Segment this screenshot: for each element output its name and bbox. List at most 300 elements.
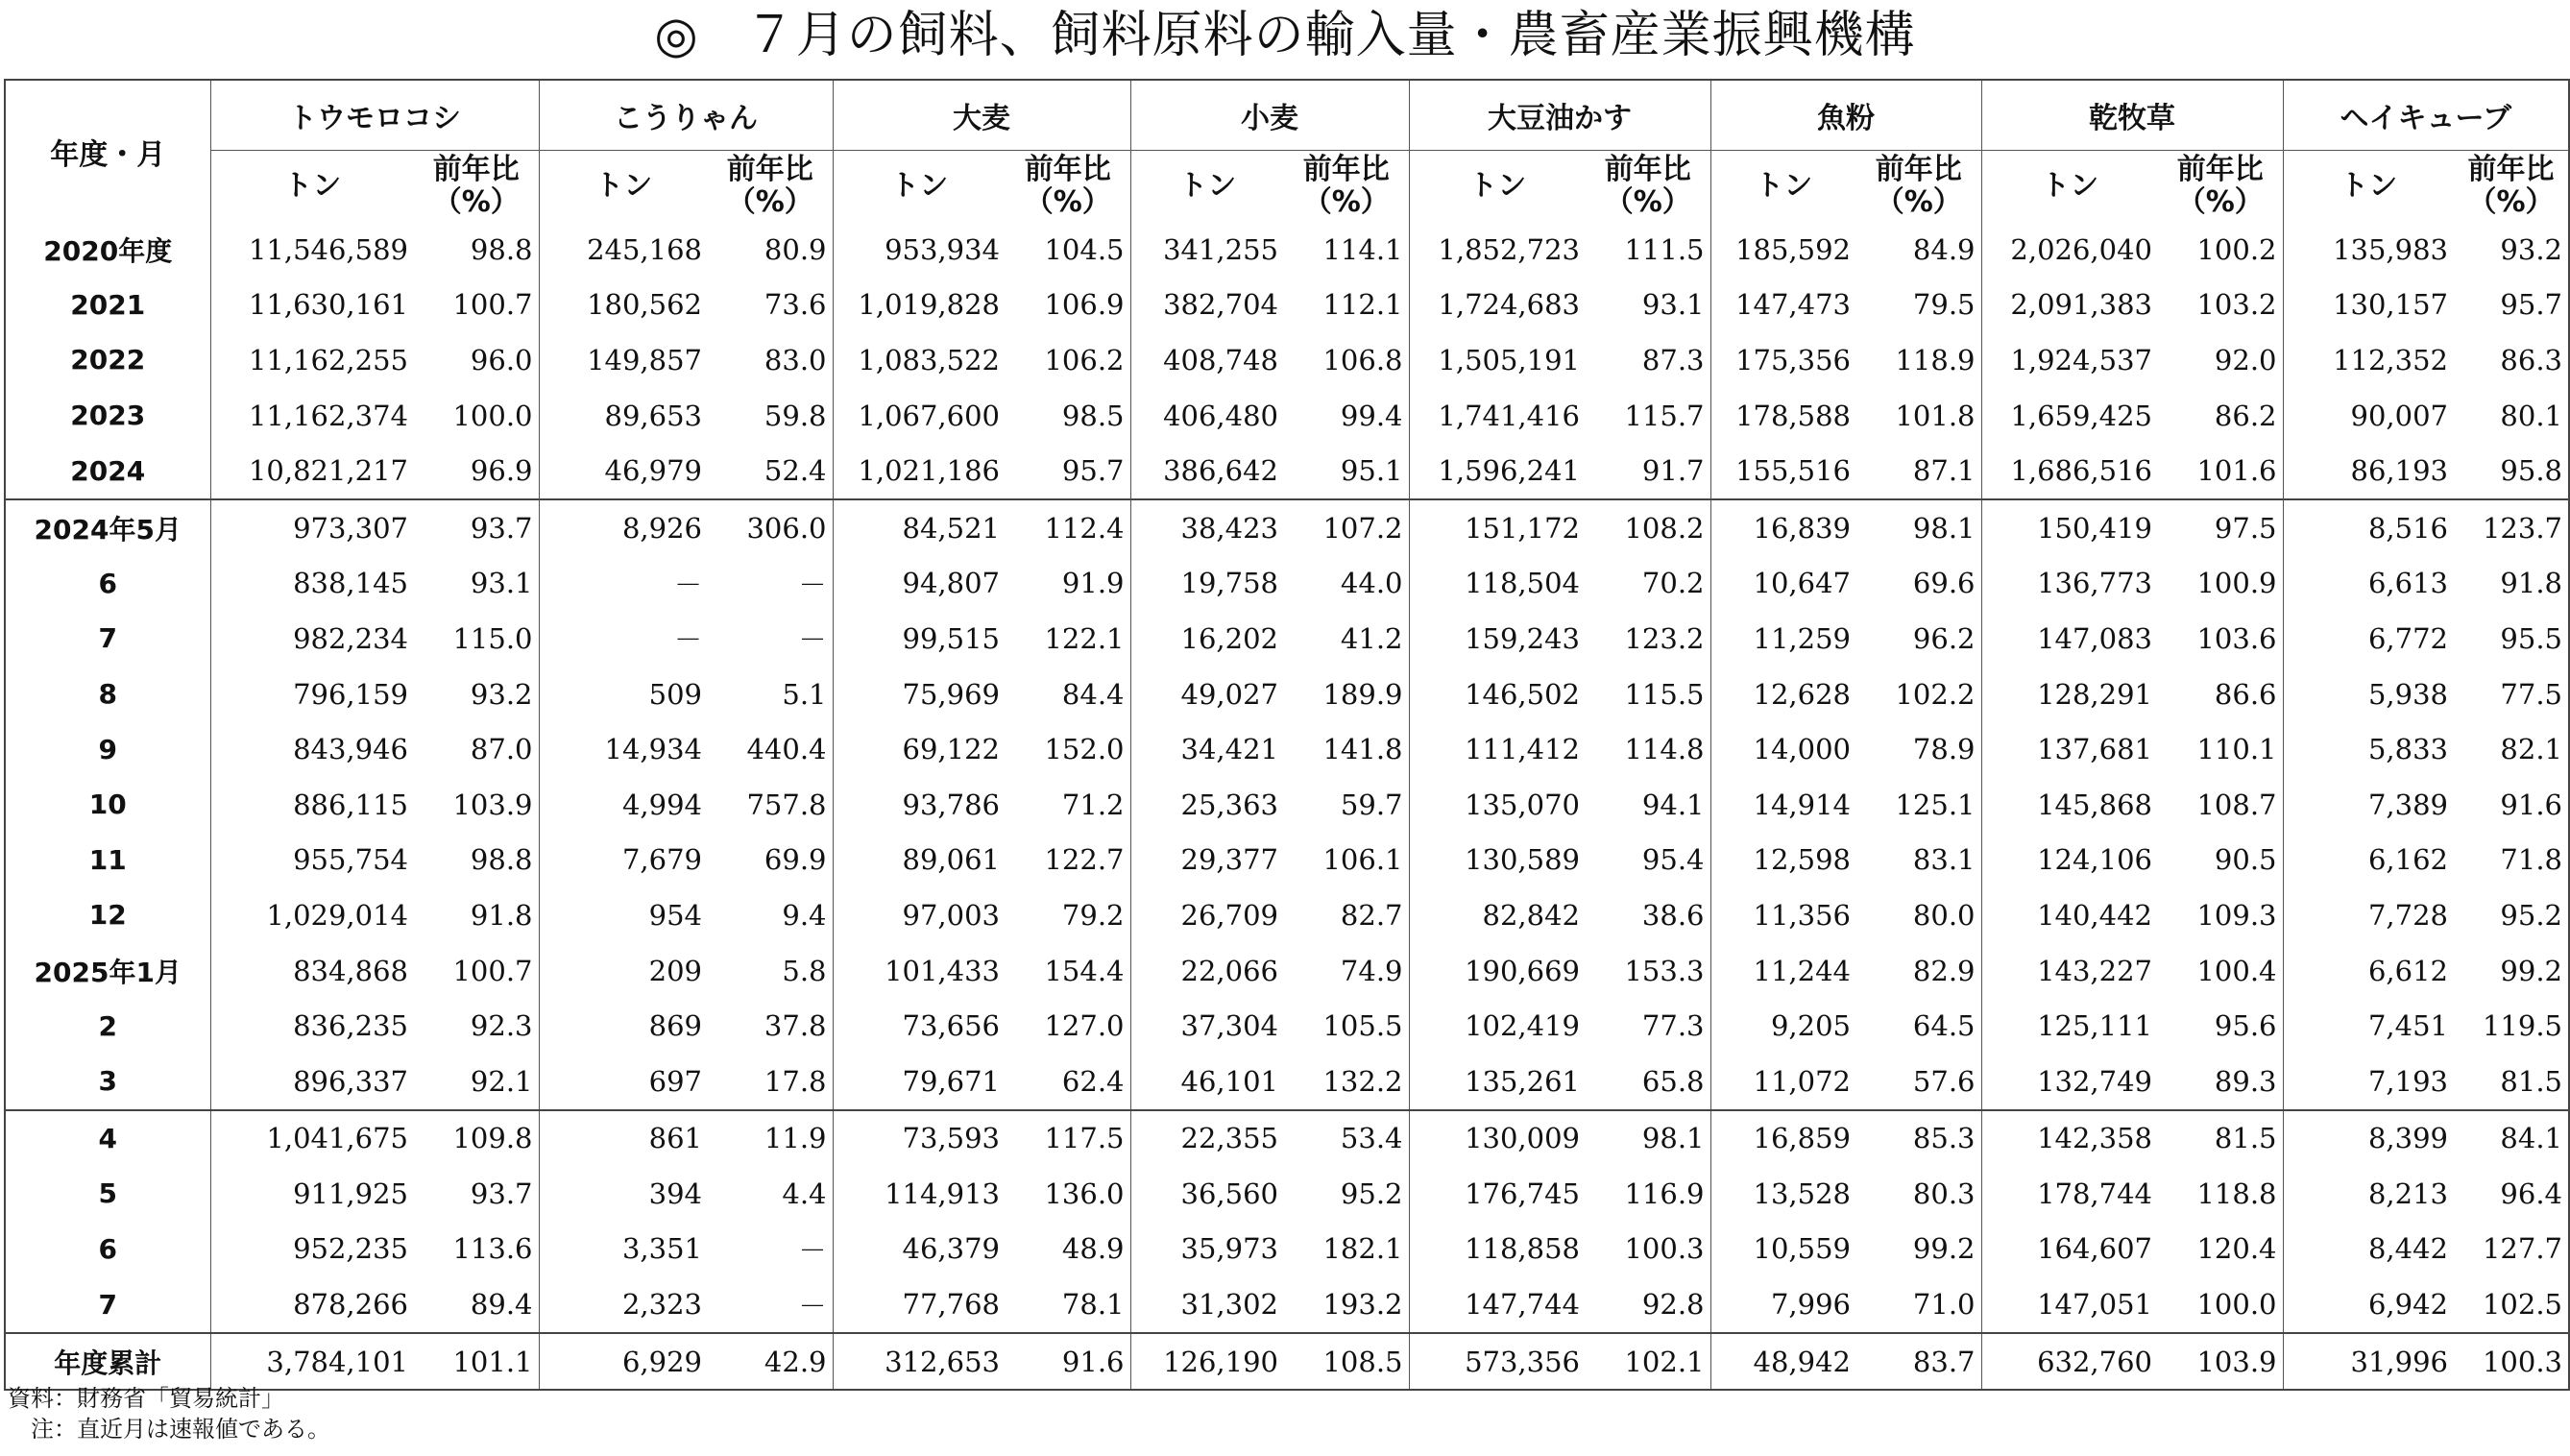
header-unit-ton: トン (594, 169, 653, 203)
ton-cell: 178,588 (1735, 399, 1851, 432)
ratio-cell: 114.1 (1284, 222, 1409, 278)
ton-cell: 896,337 (293, 1064, 408, 1098)
ton-cell: 697 (648, 1064, 702, 1098)
ratio-cell: 96.4 (2500, 1177, 2562, 1210)
ton-cell: 796,159 (293, 677, 408, 711)
ratio-cell: 98.5 (1006, 388, 1130, 444)
header-unit-ratio: 前年比 （%） (2158, 151, 2283, 223)
table-row (5, 1054, 2569, 1110)
ton-cell: 164,607 (2037, 1232, 2152, 1266)
ratio-cell: 37.8 (708, 998, 833, 1054)
row-label: 12 (5, 887, 210, 943)
ton-cell: 82,842 (1482, 898, 1580, 932)
ton-cell: 1,724,683 (1438, 288, 1580, 322)
ton-cell: 185,592 (1735, 232, 1851, 266)
ton-cell: 79,671 (902, 1064, 1000, 1098)
ratio-cell: 112.1 (1284, 278, 1409, 333)
ratio-cell: 79.5 (1856, 278, 1981, 333)
ratio-cell: 48.9 (1006, 1222, 1130, 1277)
ratio-cell: 102.1 (1586, 1333, 1710, 1391)
ton-cell: 22,066 (1180, 954, 1278, 987)
ratio-cell: 93.7 (414, 499, 539, 556)
ratio-cell: 114.8 (1586, 721, 1710, 777)
ratio-cell: 101.6 (2158, 443, 2283, 499)
row-label: 2023 (5, 388, 210, 444)
ton-cell: 1,083,522 (858, 343, 1000, 376)
ratio-cell: 93.7 (414, 1166, 539, 1222)
ratio-cell: 100.0 (414, 388, 539, 444)
row-label: 9 (5, 721, 210, 777)
ratio-cell: 92.3 (414, 998, 539, 1054)
ton-cell: 6,162 (2367, 843, 2448, 877)
ratio-cell: 96.0 (414, 332, 539, 388)
ton-cell: 124,106 (2037, 843, 2152, 877)
header-unit-ratio: 前年比 （%） (1284, 151, 1409, 223)
ratio-cell: 86.2 (2158, 388, 2283, 444)
ton-cell: 46,379 (902, 1232, 1000, 1266)
ton-cell: 1,924,537 (2010, 343, 2152, 376)
ratio-cell: 117.5 (1006, 1110, 1130, 1167)
ratio-cell: 153.3 (1586, 943, 1710, 999)
ratio-cell: 81.5 (2500, 1064, 2562, 1098)
ratio-cell: 71.8 (2500, 843, 2562, 877)
ton-cell: 4,994 (621, 788, 702, 821)
title-text: ７月の飼料、飼料原料の輸入量・農畜産業振興機構 (744, 7, 1916, 64)
row-label: 6 (5, 556, 210, 612)
ton-cell: 9,205 (1770, 1009, 1851, 1043)
ton-cell: 147,083 (2037, 621, 2152, 655)
ton-cell: 19,758 (1180, 567, 1278, 600)
table-row (5, 998, 2569, 1054)
ratio-cell: 52.4 (708, 443, 833, 499)
ratio-cell: 87.1 (1856, 443, 1981, 499)
table-row (5, 1166, 2569, 1222)
ton-cell: 573,356 (1409, 1333, 1586, 1391)
ton-cell: 26,709 (1180, 898, 1278, 932)
ton-cell: 632,760 (1981, 1333, 2158, 1391)
ton-cell: 135,261 (1465, 1064, 1580, 1098)
header-unit-ton: トン (1468, 169, 1527, 203)
ratio-cell: 119.5 (2482, 1009, 2562, 1043)
ratio-cell: 103.9 (2158, 1333, 2283, 1391)
ratio-cell: 95.6 (2158, 998, 2283, 1054)
ratio-cell: 100.7 (414, 278, 539, 333)
ratio-cell: 86.6 (2158, 667, 2283, 722)
ratio-cell: 112.4 (1006, 499, 1130, 556)
ratio-cell: 80.3 (1856, 1166, 1981, 1222)
ton-cell: 46,101 (1180, 1064, 1278, 1098)
ratio-cell: 89.4 (414, 1276, 539, 1333)
table-row (5, 1276, 2569, 1333)
ton-cell: 16,839 (1710, 499, 1856, 556)
ton-cell: 878,266 (293, 1288, 408, 1322)
ton-cell: 75,969 (902, 677, 1000, 711)
ton-cell: 12,598 (1753, 843, 1851, 877)
ton-cell: 31,302 (1180, 1288, 1278, 1322)
ratio-cell: 440.4 (708, 721, 833, 777)
ton-cell: 1,019,828 (858, 288, 1000, 322)
ratio-cell: 115.5 (1586, 667, 1710, 722)
ton-cell: 180,562 (587, 288, 702, 322)
ratio-cell: 95.8 (2500, 454, 2562, 488)
ratio-cell: 91.8 (414, 887, 539, 943)
ton-cell: 8,926 (539, 499, 708, 556)
ratio-cell: 92.1 (414, 1054, 539, 1110)
ratio-cell: 122.1 (1006, 611, 1130, 667)
ton-cell: 130,589 (1465, 843, 1580, 877)
ratio-cell: 38.6 (1586, 887, 1710, 943)
row-label: 7 (5, 611, 210, 667)
ton-cell: 48,942 (1710, 1333, 1856, 1391)
table-row (5, 1110, 2569, 1167)
ton-cell: 16,859 (1710, 1110, 1856, 1167)
ratio-cell: 115.0 (414, 611, 539, 667)
ton-cell: 1,741,416 (1438, 399, 1580, 432)
ton-cell: 99,515 (902, 621, 1000, 655)
ton-cell: 118,504 (1465, 567, 1580, 600)
ratio-cell: 95.5 (2500, 621, 2562, 655)
ton-cell: 6,942 (2367, 1288, 2448, 1322)
ton-cell: 1,505,191 (1438, 343, 1580, 376)
title-mark: ◎ (654, 7, 699, 64)
ratio-cell: 122.7 (1006, 833, 1130, 888)
ratio-cell: 103.6 (2158, 611, 2283, 667)
ton-cell: 11,072 (1753, 1064, 1851, 1098)
ratio-cell: 107.2 (1284, 499, 1409, 556)
ratio-cell: 111.5 (1586, 222, 1710, 278)
ratio-cell: 123.7 (2454, 499, 2569, 556)
ratio-cell: 62.4 (1006, 1054, 1130, 1110)
ratio-cell: 106.8 (1284, 332, 1409, 388)
row-label: 2020年度 (5, 222, 210, 278)
source-note: 資料：財務省「貿易統計」 (8, 1385, 284, 1412)
ratio-cell: 91.9 (1006, 556, 1130, 612)
ton-cell: 2,091,383 (2010, 288, 2152, 322)
ton-cell: 6,929 (539, 1333, 708, 1391)
ton-cell: 176,745 (1465, 1177, 1580, 1210)
header-unit-ratio: 前年比 （%） (1006, 151, 1130, 223)
ton-cell: 6,772 (2367, 621, 2448, 655)
ton-cell: 1,659,425 (2010, 399, 2152, 432)
header-group: 大豆油かす (1409, 80, 1710, 151)
ton-cell: 2,026,040 (2010, 232, 2152, 266)
ton-cell: 2,323 (621, 1288, 702, 1322)
ratio-cell: 81.5 (2158, 1110, 2283, 1167)
ton-cell: 209 (648, 954, 702, 987)
ratio-cell: 94.1 (1586, 777, 1710, 833)
ratio-cell: 120.4 (2158, 1222, 2283, 1277)
ton-cell: 73,656 (902, 1009, 1000, 1043)
table-row (5, 611, 2569, 667)
ratio-cell: 127.7 (2482, 1232, 2562, 1266)
ton-cell: 97,003 (902, 898, 1000, 932)
ratio-cell: 125.1 (1856, 777, 1981, 833)
ton-cell: － (673, 623, 702, 657)
ratio-cell: 106.9 (1006, 278, 1130, 333)
header-unit-ton: トン (890, 169, 949, 203)
ton-cell: 93,786 (902, 788, 1000, 821)
header-unit-ratio: 前年比 （%） (414, 151, 539, 223)
ton-cell: 11,259 (1753, 621, 1851, 655)
ratio-cell: 103.9 (414, 777, 539, 833)
ratio-cell: 87.3 (1586, 332, 1710, 388)
ton-cell: 140,442 (2037, 898, 2152, 932)
ratio-cell: 82.1 (2500, 733, 2562, 766)
ton-cell: 155,516 (1735, 454, 1851, 488)
ratio-cell: 86.3 (2500, 343, 2562, 376)
ton-cell: 135,070 (1465, 788, 1580, 821)
ratio-cell: 92.0 (2158, 332, 2283, 388)
ratio-cell: 99.2 (2500, 954, 2562, 987)
ratio-cell: 64.5 (1856, 998, 1981, 1054)
ratio-cell: 98.1 (1856, 499, 1981, 556)
ton-cell: 886,115 (293, 788, 408, 821)
ton-cell: 69,122 (902, 733, 1000, 766)
ton-cell: 125,111 (2037, 1009, 2152, 1043)
header-unit-ratio: 前年比 （%） (1856, 151, 1981, 223)
ratio-cell: 105.5 (1284, 998, 1409, 1054)
ratio-cell: 83.0 (708, 332, 833, 388)
table-row (5, 222, 2569, 278)
ton-cell: 408,748 (1163, 343, 1278, 376)
ratio-cell: 53.4 (1284, 1110, 1409, 1167)
ratio-cell: 100.4 (2158, 943, 2283, 999)
ratio-cell: 108.5 (1284, 1333, 1409, 1391)
import-volume-table (4, 79, 2570, 1391)
table-row (5, 1333, 2569, 1391)
ton-cell: 130,157 (2333, 288, 2448, 322)
table-row (5, 721, 2569, 777)
ratio-cell: 116.9 (1586, 1166, 1710, 1222)
table-row (5, 667, 2569, 722)
ratio-cell: 141.8 (1284, 721, 1409, 777)
ratio-cell: 118.8 (2158, 1166, 2283, 1222)
ton-cell: 7,389 (2367, 788, 2448, 821)
ratio-cell: 90.5 (2158, 833, 2283, 888)
ton-cell: 11,630,161 (248, 288, 408, 322)
ton-cell: 14,914 (1753, 788, 1851, 821)
ratio-cell: 100.3 (1586, 1222, 1710, 1277)
ratio-cell: 11.9 (708, 1110, 833, 1167)
ratio-cell: 84.9 (1856, 222, 1981, 278)
row-label: 8 (5, 667, 210, 722)
ton-cell: 11,356 (1753, 898, 1851, 932)
ratio-cell: 98.1 (1586, 1110, 1710, 1167)
ton-cell: 312,653 (833, 1333, 1006, 1391)
ratio-cell: 102.5 (2482, 1288, 2562, 1322)
ton-cell: 394 (648, 1177, 702, 1210)
header-unit-ratio: 前年比 （%） (1586, 151, 1710, 223)
ratio-cell: 109.8 (414, 1110, 539, 1167)
ratio-cell: 100.2 (2158, 222, 2283, 278)
row-label: 5 (5, 1166, 210, 1222)
ratio-cell: 91.6 (2500, 788, 2562, 821)
header-unit-ton: トン (2340, 169, 2398, 203)
ton-cell: 5,938 (2367, 677, 2448, 711)
page-title (0, 6, 2570, 65)
ratio-cell: 95.2 (1284, 1166, 1409, 1222)
ton-cell: 982,234 (293, 621, 408, 655)
ton-cell: 49,027 (1180, 677, 1278, 711)
header-group: ヘイキューブ (2283, 80, 2569, 151)
ton-cell: 145,868 (2037, 788, 2152, 821)
table-row (5, 943, 2569, 999)
ratio-cell: 74.9 (1284, 943, 1409, 999)
ton-cell: 1,021,186 (858, 454, 1000, 488)
table-row (5, 556, 2569, 612)
ton-cell: 1,852,723 (1438, 232, 1580, 266)
ton-cell: 834,868 (293, 954, 408, 987)
header-group: トウモロコシ (210, 80, 539, 151)
ton-cell: 147,473 (1735, 288, 1851, 322)
ratio-cell: 108.7 (2158, 777, 2283, 833)
ton-cell: 142,358 (1981, 1110, 2158, 1167)
header-unit-ratio: 前年比 （%） (708, 151, 833, 223)
ratio-cell: 92.8 (1586, 1276, 1710, 1333)
ratio-cell: 103.2 (2158, 278, 2283, 333)
ratio-cell: 136.0 (1006, 1166, 1130, 1222)
row-label: 2024年5月 (5, 499, 210, 556)
ratio-cell: 193.2 (1284, 1276, 1409, 1333)
ratio-cell: 91.6 (1006, 1333, 1130, 1391)
ton-cell: 341,255 (1163, 232, 1278, 266)
ton-cell: 132,749 (2037, 1064, 2152, 1098)
table-row (5, 887, 2569, 943)
ton-cell: 178,744 (2037, 1177, 2152, 1210)
ratio-cell: 113.6 (414, 1222, 539, 1277)
row-label: 2024 (5, 443, 210, 499)
ratio-cell: 757.8 (708, 777, 833, 833)
ratio-cell: 104.5 (1006, 222, 1130, 278)
ratio-cell: 123.2 (1586, 611, 1710, 667)
ton-cell: 7,996 (1770, 1288, 1851, 1322)
ton-cell: 861 (539, 1110, 708, 1167)
ton-cell: 150,419 (1981, 499, 2158, 556)
ton-cell: 46,979 (604, 454, 702, 488)
ton-cell: 843,946 (293, 733, 408, 766)
row-label: 年度累計 (5, 1333, 210, 1391)
ton-cell: 37,304 (1180, 1009, 1278, 1043)
ratio-cell: 95.4 (1586, 833, 1710, 888)
ton-cell: 25,363 (1180, 788, 1278, 821)
ratio-cell: 91.7 (1586, 443, 1710, 499)
ratio-cell: － (708, 1276, 833, 1333)
ratio-cell: 59.7 (1284, 777, 1409, 833)
ratio-cell: 98.8 (414, 833, 539, 888)
row-label: 7 (5, 1276, 210, 1333)
ratio-cell: 42.9 (708, 1333, 833, 1391)
ton-cell: 112,352 (2333, 343, 2448, 376)
ton-cell: － (673, 568, 702, 601)
ton-cell: 11,546,589 (248, 232, 408, 266)
ratio-cell: 154.4 (1006, 943, 1130, 999)
ratio-cell: 77.3 (1586, 998, 1710, 1054)
ton-cell: 111,412 (1465, 733, 1580, 766)
ratio-cell: 5.1 (708, 667, 833, 722)
ratio-cell: － (708, 556, 833, 612)
ratio-cell: 79.2 (1006, 887, 1130, 943)
ton-cell: 114,913 (885, 1177, 1000, 1210)
ratio-cell: 106.1 (1284, 833, 1409, 888)
ratio-cell: 95.7 (2500, 288, 2562, 322)
row-label: 10 (5, 777, 210, 833)
table-row (5, 833, 2569, 888)
ton-cell: 147,744 (1465, 1288, 1580, 1322)
table-row (5, 388, 2569, 444)
ratio-cell: 96.2 (1856, 611, 1981, 667)
ratio-cell: 65.8 (1586, 1054, 1710, 1110)
row-label: 4 (5, 1110, 210, 1167)
ton-cell: 7,451 (2367, 1009, 2448, 1043)
ton-cell: 29,377 (1180, 843, 1278, 877)
ton-cell: 135,983 (2333, 232, 2448, 266)
ton-cell: 7,679 (621, 843, 702, 877)
ratio-cell: 84.1 (2454, 1110, 2569, 1167)
ton-cell: 89,653 (604, 399, 702, 432)
ratio-cell: 83.1 (1856, 833, 1981, 888)
ton-cell: 1,596,241 (1438, 454, 1580, 488)
row-label: 2025年1月 (5, 943, 210, 999)
ton-cell: 952,235 (293, 1232, 408, 1266)
ton-cell: 90,007 (2350, 399, 2448, 432)
ratio-cell: 82.7 (1284, 887, 1409, 943)
ton-cell: 10,821,217 (248, 454, 408, 488)
ratio-cell: 84.4 (1006, 667, 1130, 722)
ratio-cell: 152.0 (1006, 721, 1130, 777)
ton-cell: 382,704 (1163, 288, 1278, 322)
ton-cell: 5,833 (2367, 733, 2448, 766)
table-row (5, 443, 2569, 499)
ratio-cell: 93.1 (414, 556, 539, 612)
ton-cell: 136,773 (2037, 567, 2152, 600)
header-unit-ton: トン (2041, 169, 2099, 203)
ratio-cell: 100.0 (2158, 1276, 2283, 1333)
header-unit-ton: トン (283, 169, 342, 203)
ton-cell: 13,528 (1753, 1177, 1851, 1210)
ton-cell: 1,041,675 (210, 1110, 414, 1167)
ratio-cell: 101.8 (1856, 388, 1981, 444)
ratio-cell: 127.0 (1006, 998, 1130, 1054)
ton-cell: 190,669 (1465, 954, 1580, 987)
table-row (5, 1222, 2569, 1277)
ton-cell: 386,642 (1163, 454, 1278, 488)
ton-cell: 84,521 (833, 499, 1006, 556)
ratio-cell: 189.9 (1284, 667, 1409, 722)
ton-cell: 73,593 (833, 1110, 1006, 1167)
ton-cell: 10,647 (1753, 567, 1851, 600)
ratio-cell: 59.8 (708, 388, 833, 444)
ratio-cell: 98.8 (414, 222, 539, 278)
ton-cell: 7,193 (2367, 1064, 2448, 1098)
ratio-cell: 182.1 (1284, 1222, 1409, 1277)
ton-cell: 143,227 (2037, 954, 2152, 987)
ton-cell: 953,934 (885, 232, 1000, 266)
ratio-cell: 306.0 (708, 499, 833, 556)
header-group: 小麦 (1130, 80, 1409, 151)
ratio-cell: 44.0 (1284, 556, 1409, 612)
ton-cell: 8,399 (2283, 1110, 2454, 1167)
ratio-cell: 70.2 (1586, 556, 1710, 612)
ratio-cell: 95.7 (1006, 443, 1130, 499)
ton-cell: 126,190 (1130, 1333, 1284, 1391)
header-row-units (5, 151, 2569, 223)
ratio-cell: 93.2 (2500, 232, 2562, 266)
ton-cell: 3,784,101 (210, 1333, 414, 1391)
ratio-cell: 108.2 (1586, 499, 1710, 556)
ton-cell: 7,728 (2367, 898, 2448, 932)
ratio-cell: 100.7 (414, 943, 539, 999)
ratio-cell: 83.7 (1856, 1333, 1981, 1391)
